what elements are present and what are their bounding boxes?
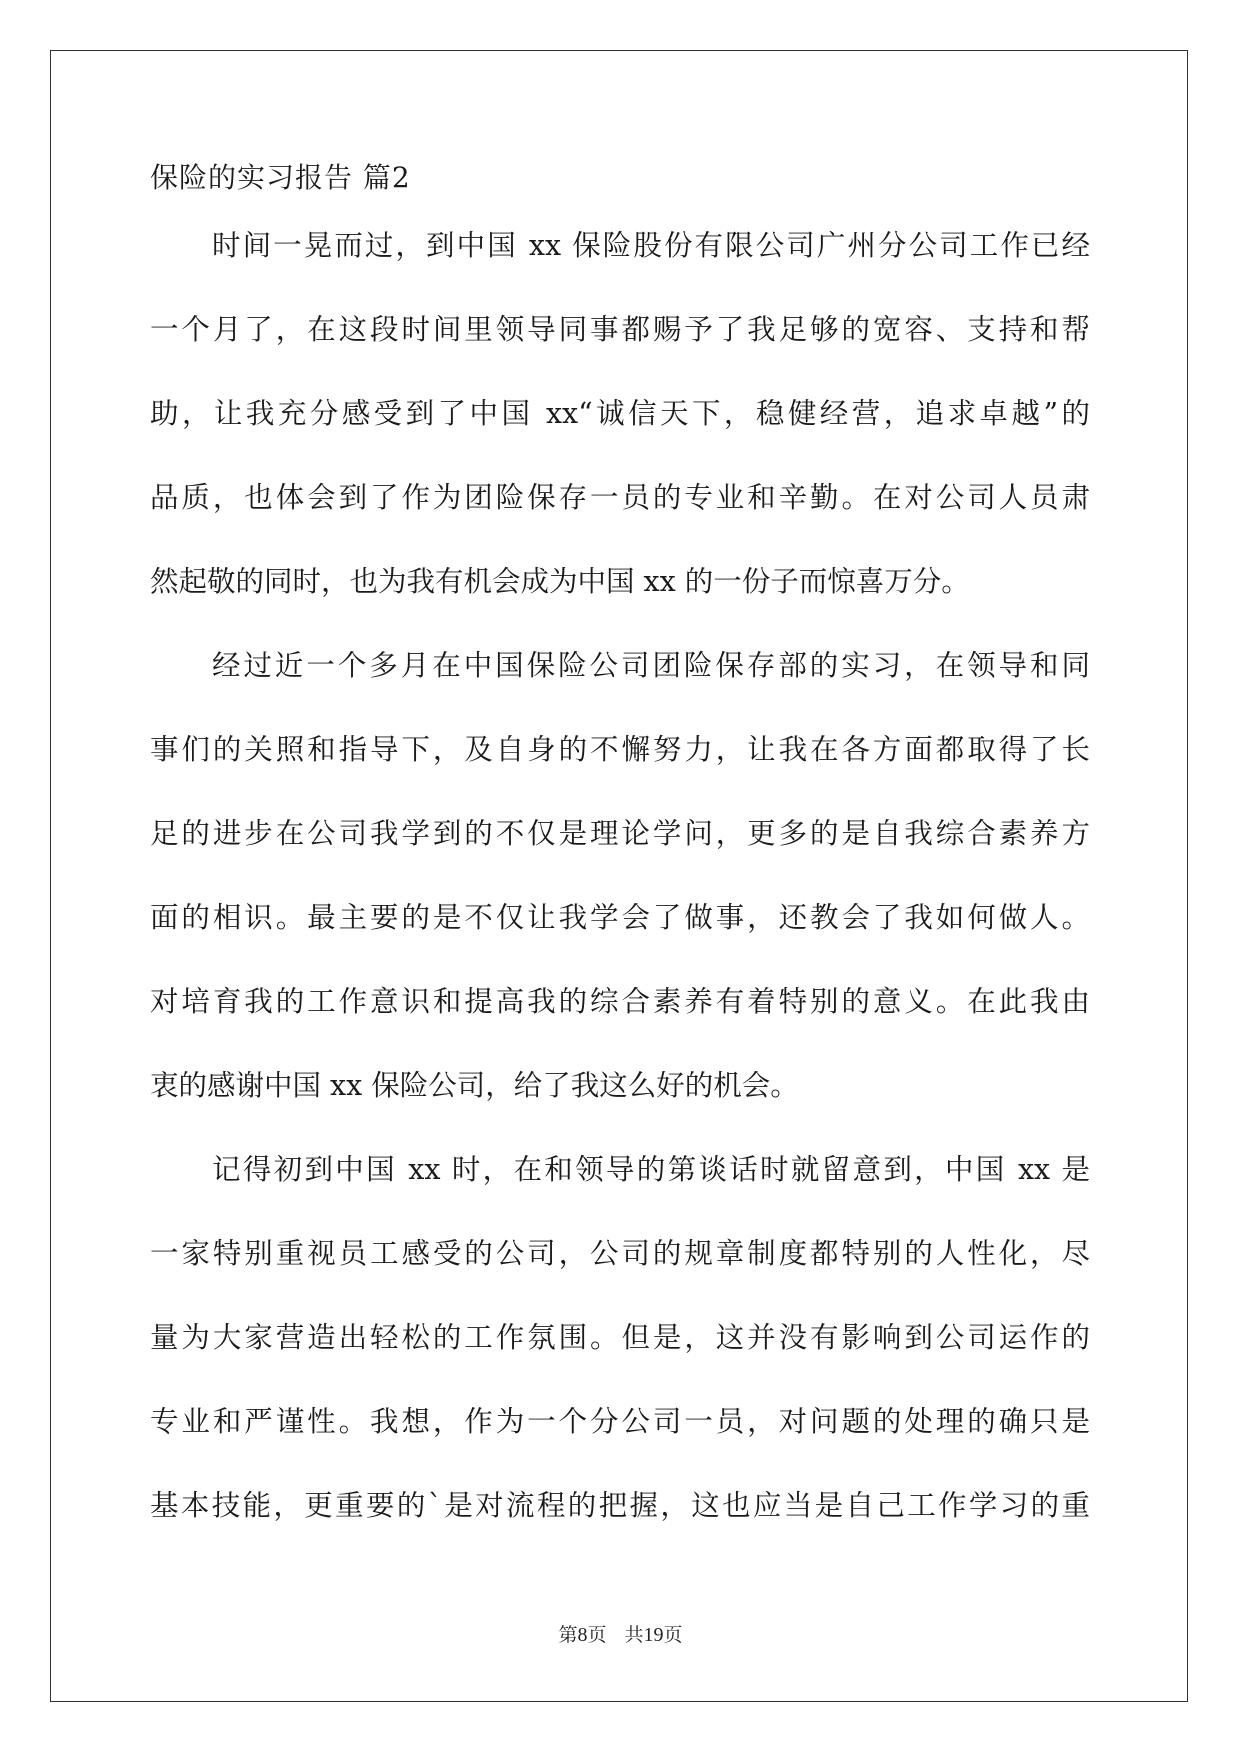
page-suffix: 页 — [587, 1624, 607, 1646]
paragraph-line: 品质，也体会到了作为团险保存一员的专业和辛勤。在对公司人员肃 — [150, 481, 1090, 514]
total-prefix: 共 — [624, 1624, 644, 1646]
paragraph-line: 经过近一个多月在中国保险公司团险保存部的实习，在领导和同 — [212, 649, 1090, 682]
paragraph-line: 一个月了，在这段时间里领导同事都赐予了我足够的宽容、支持和帮 — [150, 313, 1090, 346]
paragraph-line: 量为大家营造出轻松的工作氛围。但是，这并没有影响到公司运作的 — [150, 1321, 1090, 1354]
paragraph-line: 面的相识。最主要的是不仅让我学会了做事，还教会了我如何做人。 — [150, 901, 1090, 934]
paragraph-1 — [150, 216, 1090, 636]
paragraph-line: 记得初到中国 xx 时，在和领导的第谈话时就留意到，中国 xx 是 — [212, 1153, 1090, 1186]
paragraph-line: 助，让我充分感受到了中国 xx“诚信天下，稳健经营，追求卓越”的 — [150, 397, 1090, 430]
document-body — [150, 160, 1090, 1560]
paragraph-2 — [150, 636, 1090, 1140]
section-heading: 保险的实习报告 篇2 — [150, 161, 411, 194]
page-number: 8 — [577, 1624, 588, 1646]
paragraph-line: 衷的感谢中国 xx 保险公司，给了我这么好的机会。 — [150, 1069, 799, 1102]
paragraph-line: 基本技能，更重要的`是对流程的把握，这也应当是自己工作学习的重 — [150, 1489, 1090, 1522]
paragraph-3 — [150, 1140, 1090, 1560]
page-footer — [0, 1620, 1241, 1647]
paragraph-line: 然起敬的同时，也为我有机会成为中国 xx 的一份子而惊喜万分。 — [150, 565, 970, 598]
paragraph-line: 足的进步在公司我学到的不仅是理论学问，更多的是自我综合素养方 — [150, 817, 1090, 850]
total-pages: 19 — [643, 1624, 664, 1646]
paragraph-line: 事们的关照和指导下，及自身的不懈努力，让我在各方面都取得了长 — [150, 733, 1090, 766]
total-suffix: 页 — [663, 1624, 683, 1646]
paragraph-line: 专业和严谨性。我想，作为一个分公司一员，对问题的处理的确只是 — [150, 1405, 1090, 1438]
paragraph-line: 时间一晃而过，到中国 xx 保险股份有限公司广州分公司工作已经 — [212, 229, 1090, 262]
paragraph-line: 对培育我的工作意识和提高我的综合素养有着特别的意义。在此我由 — [150, 985, 1090, 1018]
page-prefix: 第 — [558, 1624, 578, 1646]
paragraph-line: 一家特别重视员工感受的公司，公司的规章制度都特别的人性化，尽 — [150, 1237, 1090, 1270]
